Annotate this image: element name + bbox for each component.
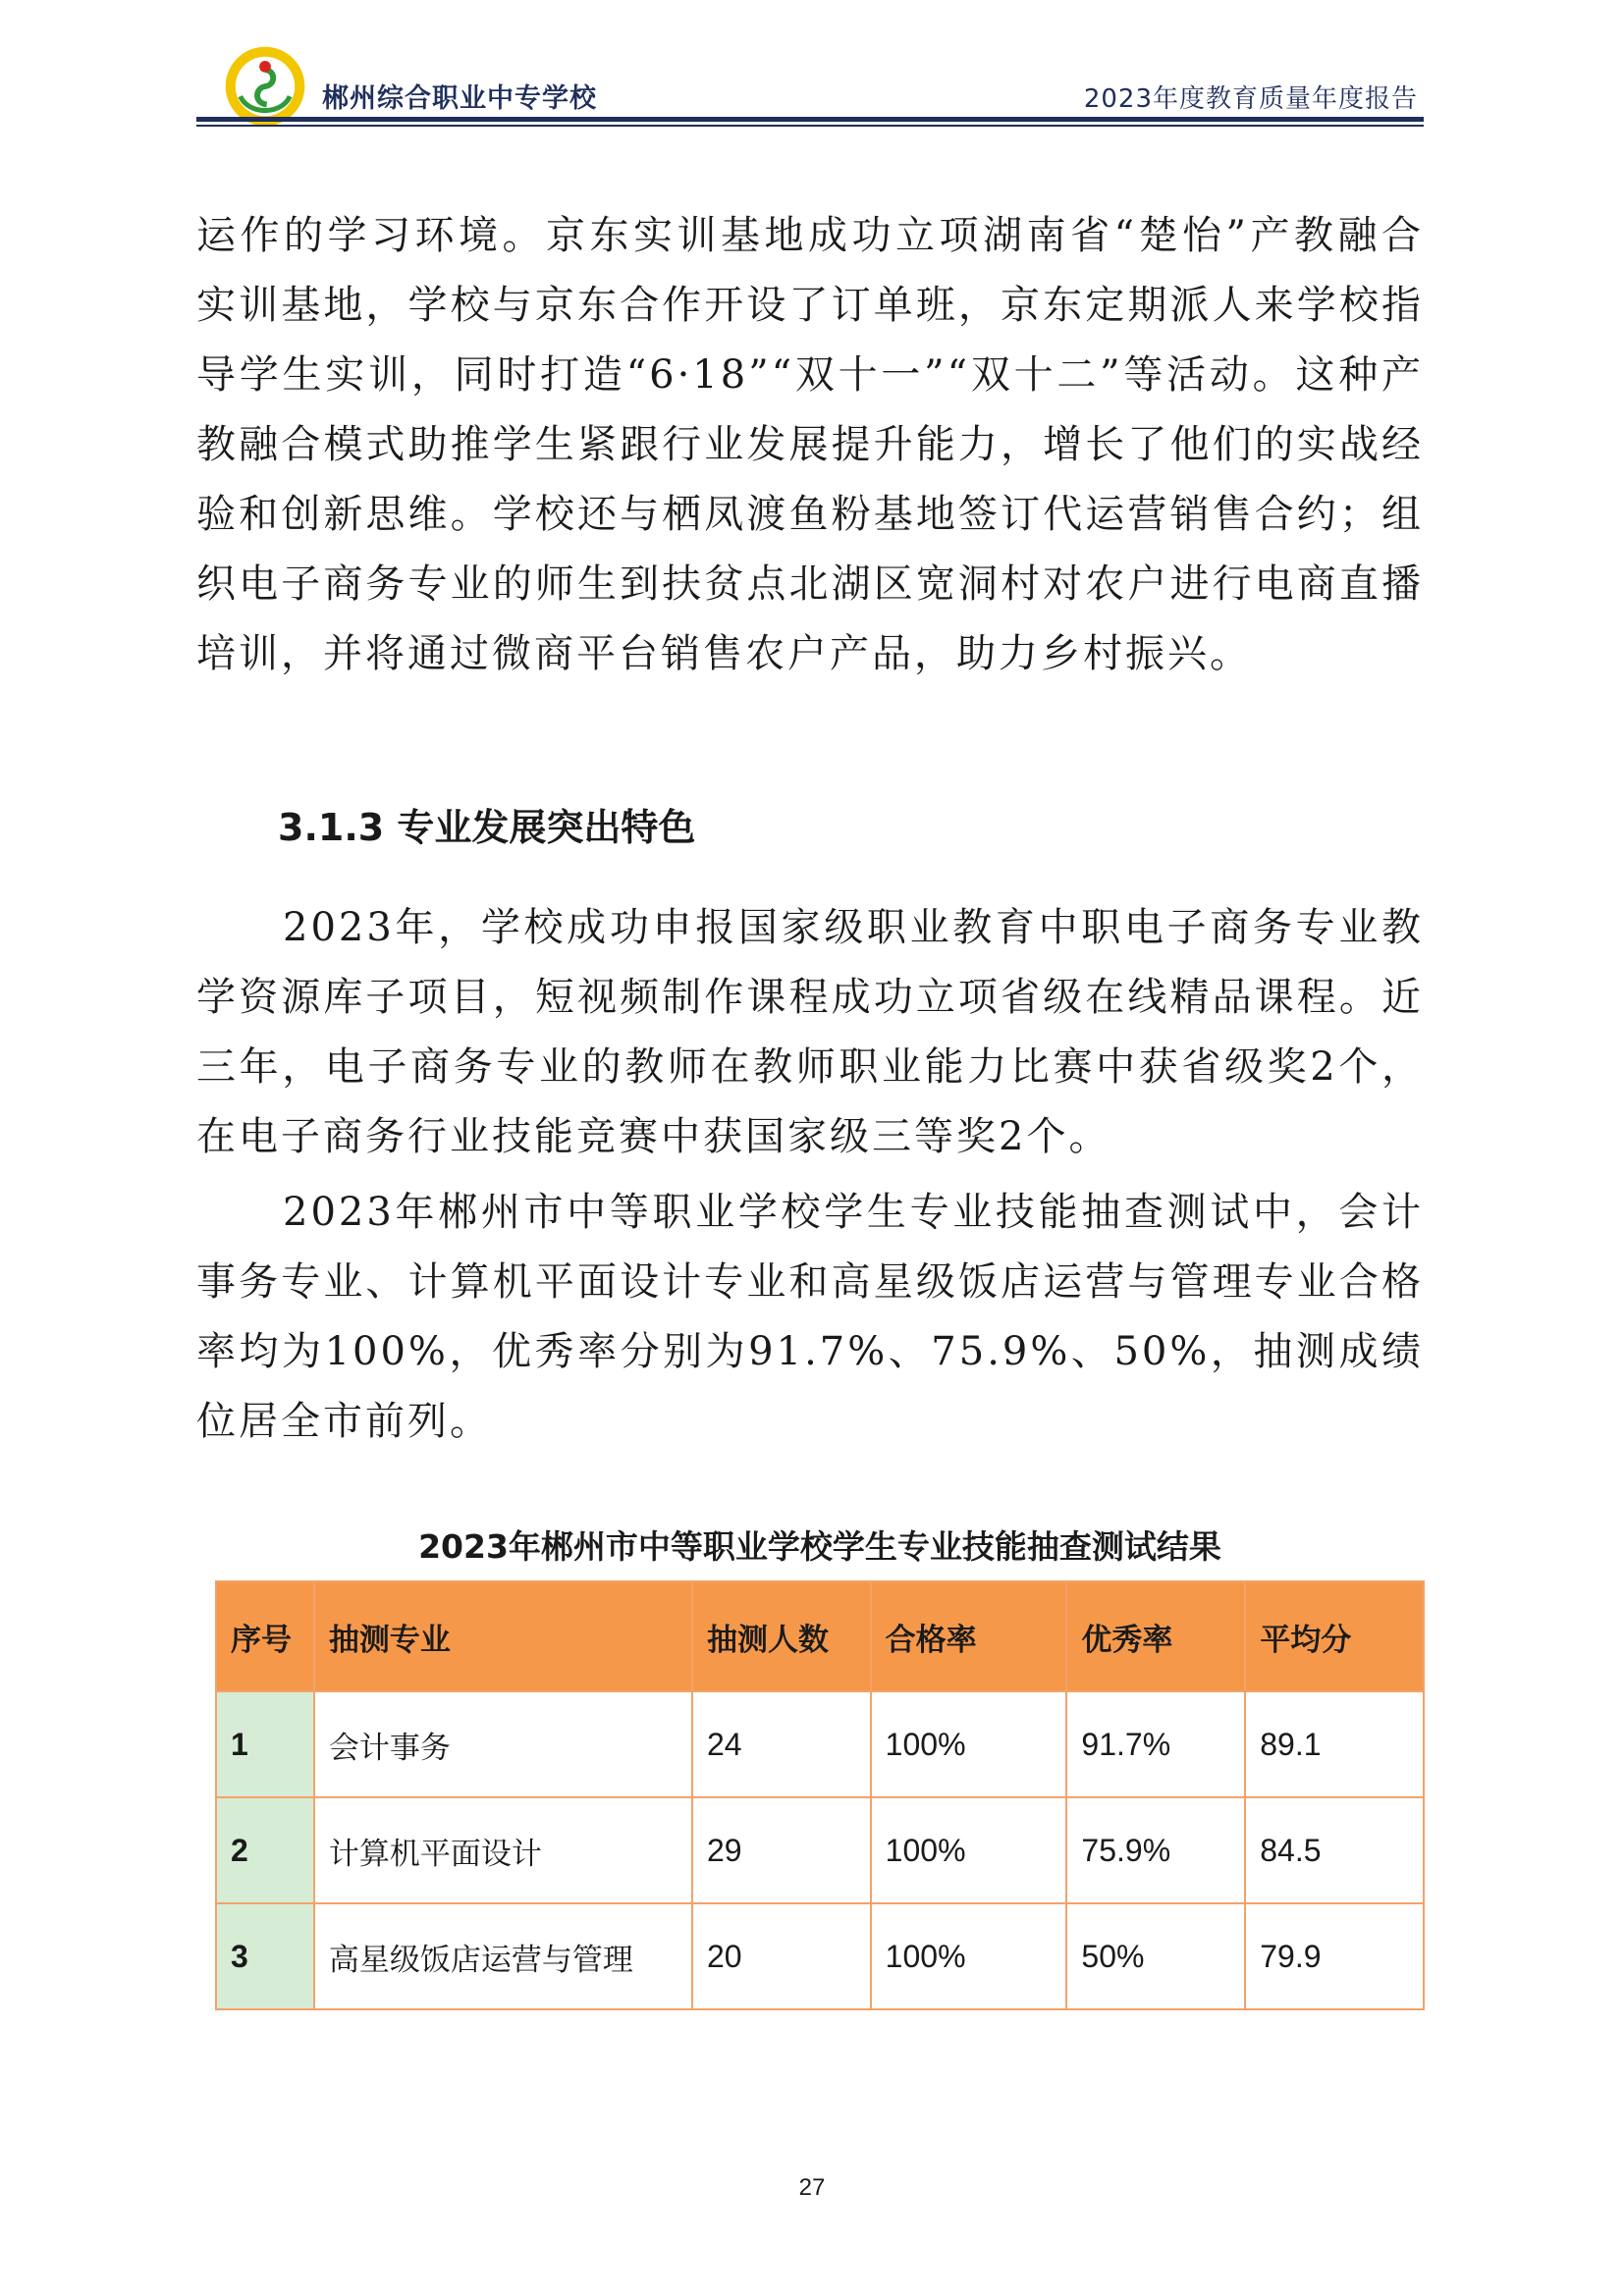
column-header: 序号 (216, 1581, 314, 1691)
paragraph-ecommerce: 2023年，学校成功申报国家级职业教育中职电子商务专业教学资源库子项目，短视频制作课程成功立项省级在线精品课程。近三年，电子商务专业的教师在教师职业能力比赛中获省级奖2个，在电子商务行业技能竞赛中获国家级三等奖2个。 (196, 905, 1424, 1159)
column-header: 抽测专业 (314, 1581, 692, 1691)
table-cell-pass-rate: 100% (871, 1797, 1067, 1903)
table-cell-index: 1 (216, 1691, 314, 1797)
paragraph-practice-base: 运作的学习环境。京东实训基地成功立项湖南省“楚怡”产教融合实训基地，学校与京东合作开设了订单班，京东定期派人来学校指导学生实训，同时打造“6·18”“双十一”“双十二”等活动。这种产教融合模式助推学生紧跟行业发展提升能力，增长了他们的实战经验和创新思维。学校还与栖凤渡鱼粉基地签订代运营销售合约；组织电子商务专业的师生到扶贫点北湖区宽洞村对农户进行电商直播培训，并将通过微商平台销售农户产品，助力乡村振兴。 (196, 213, 1424, 676)
header-rule (196, 117, 1424, 122)
table-cell-index: 3 (216, 1903, 314, 2009)
table-row (216, 1691, 1424, 1797)
table-cell-count: 29 (692, 1797, 871, 1903)
table-cell-count: 20 (692, 1903, 871, 2009)
table-cell-major: 会计事务 (314, 1691, 692, 1797)
column-header: 优秀率 (1066, 1581, 1245, 1691)
paragraph-skill-test: 2023年郴州市中等职业学校学生专业技能抽查测试中，会计事务专业、计算机平面设计专业和高星级饭店运营与管理专业合格率均为100%，优秀率分别为91.7%、75.9%、50%，抽测成绩位居全市前列。 (196, 1190, 1424, 1444)
table-cell-pass-rate: 100% (871, 1903, 1067, 2009)
column-header: 平均分 (1245, 1581, 1424, 1691)
school-name: 郴州综合职业中专学校 (322, 83, 597, 114)
column-header: 合格率 (871, 1581, 1067, 1691)
page-header (196, 39, 1424, 128)
table-row (216, 1903, 1424, 2009)
table-cell-excellent-rate: 75.9% (1066, 1797, 1245, 1903)
table-cell-excellent-rate: 91.7% (1066, 1691, 1245, 1797)
table-cell-average: 89.1 (1245, 1691, 1424, 1797)
report-title: 2023年度教育质量年度报告 (1083, 84, 1418, 114)
column-header: 抽测人数 (692, 1581, 871, 1691)
table-title: 2023年郴州市中等职业学校学生专业技能抽查测试结果 (418, 1527, 1221, 1566)
table-row (216, 1797, 1424, 1903)
table-cell-major: 高星级饭店运营与管理 (314, 1903, 692, 2009)
table-cell-count: 24 (692, 1691, 871, 1797)
section-heading: 3.1.3 专业发展突出特色 (278, 806, 696, 849)
page-number: 27 (798, 2174, 826, 2201)
table-cell-index: 2 (216, 1797, 314, 1903)
table-cell-average: 84.5 (1245, 1797, 1424, 1903)
skill-test-table (215, 1580, 1425, 2010)
table-header-row (216, 1581, 1424, 1691)
table-cell-major: 计算机平面设计 (314, 1797, 692, 1903)
school-logo (224, 45, 306, 128)
table-cell-average: 79.9 (1245, 1903, 1424, 2009)
header-rule-thin (196, 125, 1424, 127)
table-cell-excellent-rate: 50% (1066, 1903, 1245, 2009)
table-cell-pass-rate: 100% (871, 1691, 1067, 1797)
